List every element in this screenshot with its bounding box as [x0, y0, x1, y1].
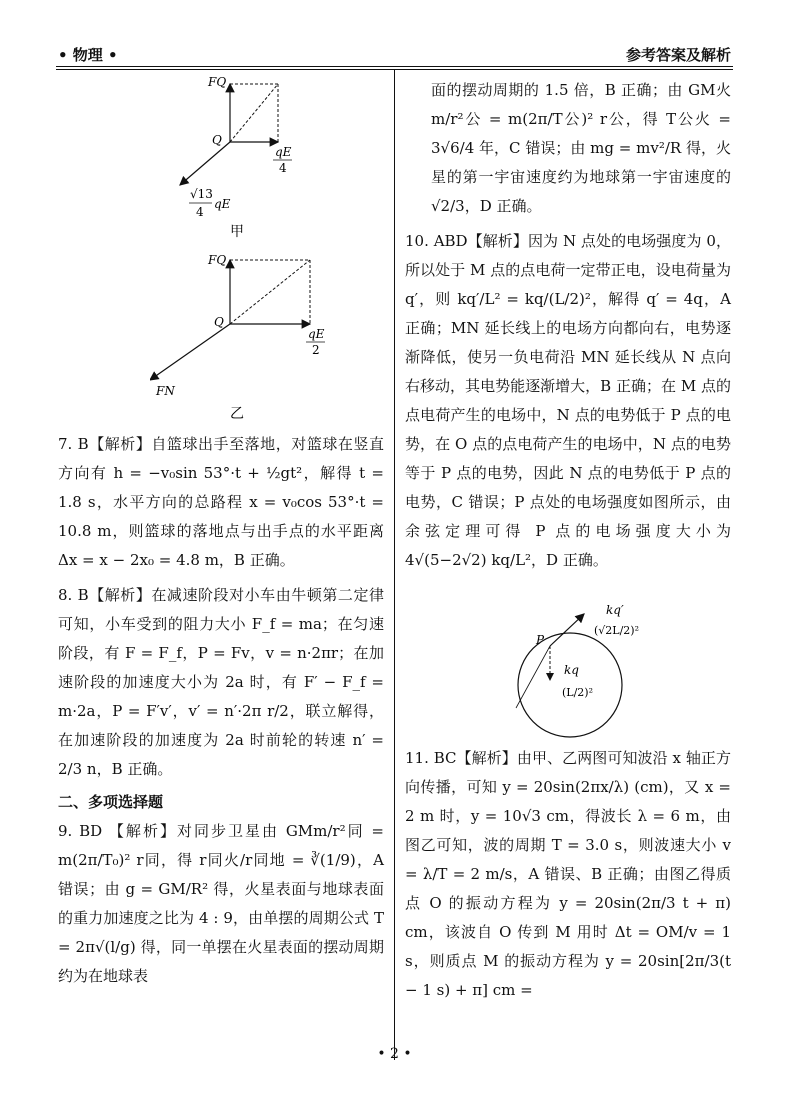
qe-numerator: qE: [275, 145, 292, 159]
qe-numerator-yi: qE: [308, 327, 325, 341]
answer-11: 11. BC【解析】由甲、乙两图可知波沿 x 轴正方向传播，可知 y = 20sin(2πx/λ) (cm)，又 x = 2 m 时，y = 10√3 cm，得波长 λ = 6 m，由图乙可知，波的周期 T = 3.0 s，则波速大小 v = λ/T = 2 m/s，A 错误、B 正确；由图乙得质点 O 的振动方程为 y = 20sin(2π/3 t + π) cm，该波自 O 传到 M 用时 Δt = OM/v = 1 s，则质点 M 的振动方程为 y = 20sin[2π/3(t − 1 s) + π] cm =: [405, 749, 731, 999]
figure-yi: [150, 250, 370, 425]
column-divider: [394, 70, 395, 1060]
answer-8: 8. B【解析】在减速阶段对小车由牛顿第二定律可知，小车受到的阻力大小 F_f = ma；在匀速阶段，有 F = F_f，P = Fv，v = n·2πr；在加速阶段的加速度大小为 2a 时，有 F′ − F_f = m·2a，P = F′v′，v′ = n′·2π r/2，联立解得，在加速阶段的加速度为 2a 时前轮的转速 n′ = 2/3 n，B 正确。: [58, 586, 384, 778]
sqrt13-numerator: √13: [190, 187, 213, 201]
fq-label-yi: FQ: [208, 253, 227, 267]
fq-label: FQ: [208, 75, 227, 89]
right-column-lower: [405, 744, 731, 1005]
kq-label: kq: [564, 663, 579, 677]
fn-label: FN: [156, 384, 175, 398]
qe-denominator-yi: 2: [312, 343, 320, 357]
right-column: [405, 76, 731, 575]
answer-9-continued: 面的摆动周期的 1.5 倍，B 正确；由 GM火m/r²公 = m(2π/T公)² r公，得 T公火 = 3√6/4 年，C 错误；由 mg = mv²/R 得，火星的第一宇宙速度约为地球第一宇宙速度的 √2/3，D 正确。: [431, 81, 731, 215]
figure-jia-label: 甲: [230, 224, 244, 240]
figure-field-circle: [500, 600, 690, 740]
point-p-label: P: [536, 633, 545, 647]
sqrt13-denominator: 4: [196, 205, 204, 219]
q-point-label: Q: [212, 133, 222, 147]
answer-key-header: 参考答案及解析: [625, 46, 731, 64]
answer-9: 9. BD 【解析】对同步卫星由 GMm/r²同 = m(2π/T₀)² r同，得 r同火/r同地 = ∛(1/9)，A 错误；由 g = GM/R² 得，火星表面与地球表面的重力加速度之比为 4 : 9，由单摆的周期公式 T = 2π√(l/g) 得，同一单摆在火星表面的摆动周期约为在地球表: [58, 822, 384, 985]
left-column: [58, 430, 384, 991]
subject-header: • 物理 •: [58, 46, 118, 64]
qe-denominator: 4: [279, 161, 287, 175]
answer-10: 10. ABD【解析】因为 N 点处的电场强度为 0，所以处于 M 点的点电荷一定带正电，设电荷量为 q′，则 kq′/L² = kq/(L/2)²，解得 q′ = 4q，A 正确；MN 延长线上的电场方向都向右，电势逐渐降低，使另一负电荷沿 MN 延长线从 N 点向右移动，其电势能逐渐增大，B 正确；在 M 点的点电荷产生的电场中，N 点的电势低于 P 点的电势，在 O 点的点电荷产生的电场中，N 点的电势等于 P 点的电势，因此 N 点的电势低于 P 点的电势，C 错误；P 点处的电场强度如图所示，由余弦定理可得 P 点的电场强度大小为 4√(5−2√2) kq/L²，D 正确。: [405, 232, 731, 569]
page-number: • 2 •: [377, 1046, 412, 1062]
section-heading: 二、多项选择题: [58, 793, 164, 811]
answer-7: 7. B【解析】自篮球出手至落地，对篮球在竖直方向有 h = −v₀sin 53°·t + ½gt²，解得 t = 1.8 s，水平方向的总路程 x = v₀cos 53°·t = 10.8 m，则篮球的落地点与出手点的水平距离 Δx = x − 2x₀ = 4.8 m，B 正确。: [58, 435, 384, 569]
sqrt2l-label: (√2L/2)²: [594, 624, 640, 637]
header-rule: [56, 66, 733, 67]
l-half-label: (L/2)²: [562, 686, 594, 699]
kq-prime-label: kq′: [606, 603, 624, 617]
figure-yi-label: 乙: [230, 406, 244, 422]
q-point-label-yi: Q: [214, 315, 224, 329]
figure-jia: [150, 72, 370, 240]
qe-factor: qE: [214, 197, 231, 211]
